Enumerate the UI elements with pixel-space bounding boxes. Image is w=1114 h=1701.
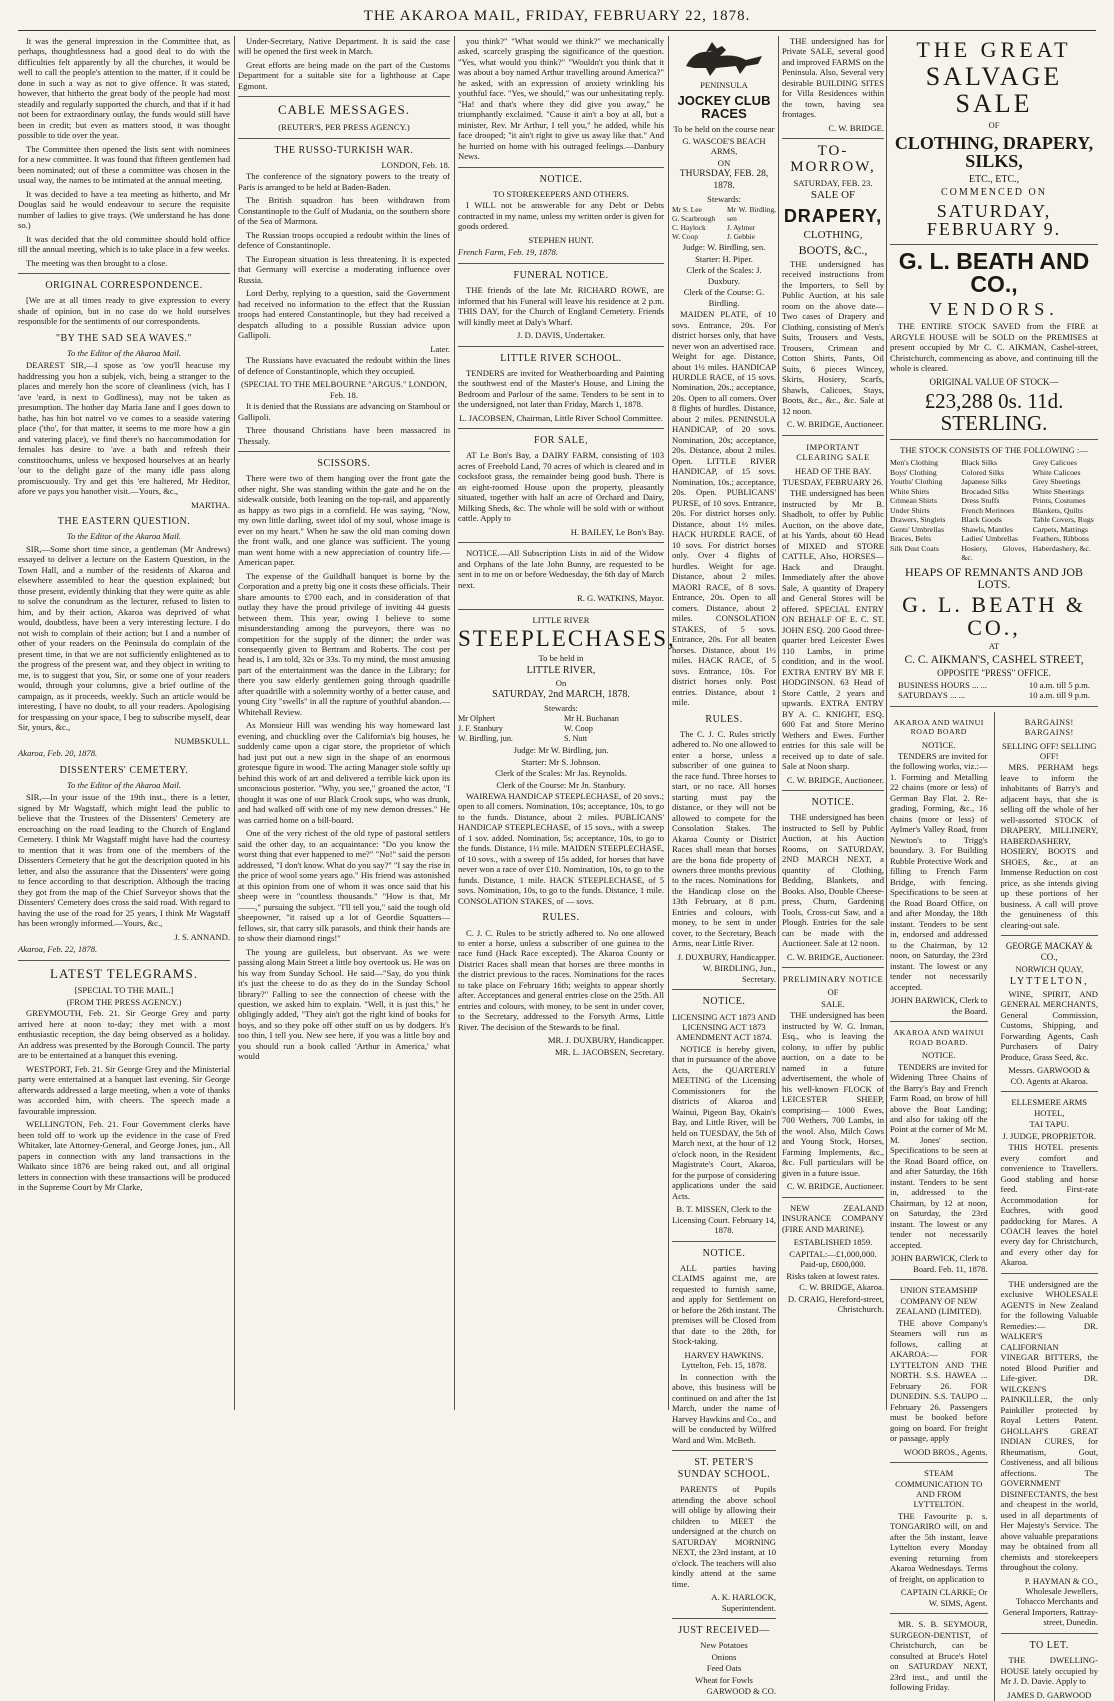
ad-date: SATURDAY, FEB. 23. [782,178,884,188]
list-item: Colored Silks [961,468,1026,478]
telegram: GREYMOUTH, Feb. 21. Sir George Grey and party arrived here at noon to-day; they met with a most enthusiastic reception, the day being observed as a holiday. An address was presented by the Borough Council. The party are to be entertained at a banquet this evening. [18,1008,230,1060]
vendor-name: G. L. BEATH AND CO., [890,250,1098,296]
paragraph: It was decided to have a tea meeting as hitherto, and Mr Douglas said he would endeavour to secure the requisite number of ladies to give trays. (We understand he has done so.) [18,189,230,231]
ad-line: ESTABLISHED 1859. [782,1237,884,1247]
ad-signature: JOHN BARWICK, Clerk to the Board. [890,995,988,1016]
ad-body: PARENTS of Pupils attending the above school will oblige by allowing their children to MEET the undersigned at the church on SATURDAY MORNING NEXT, the 23rd instant, at 10 o'clock. The teachers will also kindly attend at the same time. [672,1484,776,1589]
divider [672,1450,776,1451]
divider [18,960,230,961]
list-item: Table Covers, Rugs [1033,515,1098,525]
divider [458,542,664,543]
divider [890,1021,988,1022]
subheading: HEAD OF THE BAY. [782,466,884,476]
ad-title: STEEPLECHASES, [458,627,664,651]
paragraph: you think?" "What would we think?" we mechanically asked, scarcely grasping the significance of the question. "Yes, what would you think?" "Wouldn't you think that it was about a boy named Arthur travelling around America?" he asked, with an expression of anxiety wrinkling his youthful face. "Yes, we should," was our unhesitating reply. "Ha! and that's where they did give you away," he triumphantly exclaimed. "Cause it ain't a boy at all, but a minister, Rev. Mr Arthur, I tell you," he added, while his face drooped; "it ain't right to give us away like that." And he hurried on home with his outraged feelings.—Danbury News. [458,36,664,162]
ad-line: C. C. AIKMAN'S, CASHEL STREET, [890,653,1098,667]
ad-title: DRAPERY, [782,207,884,225]
ad-signature: MR. J. DUXBURY, Handicapper. [458,1035,664,1045]
ad-signature: R. G. WATKINS, Mayor. [458,593,664,603]
list-item: Onions [672,1652,776,1662]
column-rule [454,36,455,1410]
letter-signature: NUMBSKULL. [18,736,230,746]
ad-title: JOCKEY CLUB RACES [672,94,776,120]
list-item: Haberdashery, &c. [1033,544,1098,554]
stewards-list [458,714,664,744]
paragraph: The conference of the signatory powers to the treaty of Paris is arranged to be held at Baden-Baden. [238,171,450,192]
official: Starter: Mr S. Johnson. [458,757,664,767]
ad-heading: FOR SALE, [458,435,664,447]
paragraph: There were two of them hanging over the front gate the other night. She was standing within the gate and he on the sidewalk outside, both leaning on the top-rail, and apparently as happy as two pigs in a cornfield. He was saying, "Now, my own little darling, sweet idol of my soul, whose image is ever on my heart." When he saw the old man coming down the front walk, and one glance was sufficient. The young man went home with a new appreciation of country life.—American paper. [238,473,450,567]
ad-signature: C. W. BRIDGE, Akaroa. [782,1282,884,1292]
list-item: Brocaded Silks [961,487,1026,497]
ad-signature: WOOD BROS., Agents. [890,1447,988,1457]
stewards-label: Stewards: [458,703,664,713]
divider [782,1197,884,1198]
section-heading: SCISSORS. [238,458,450,470]
paragraph: Three thousand Christians have been massacred in Thessaly. [238,425,450,446]
paragraph: The expense of the Guildhall banquet is borne by the Corporation and a pretty big one it costs these officials. Their share amounts to £700 each, and in consideration of that outlay they have the proud privilege of inviting 44 guests between them. This year, owing I believe to some misunderstanding among the purveyors, there was no competition for the supply of the dinner; the order was consequently given to Bertram and Roberts. The cost per head is, I am told, 32s or 33s. To my mind, the most amusing part of the entertainment was the dance in the Library; for there you saw elderly gentlemen going through quadrille after quadrille with a solemnity worthy of a better cause, and young City "swells" in all the rapture of youthful abandon.—Whitehall Review. [238,571,450,718]
ad-line: COMMENCED ON [890,187,1098,199]
stock-list [890,458,1098,563]
rules-heading: RULES. [458,912,664,924]
letter-body: SIR,—Some short time since, a gentleman (Mr Andrews) essayed to deliver a lecture on the Eastern Question, in the Town Hall, and a number of the residents of Akaroa and elsewhere assembled to hear the question explained; but those present, evidently thinking that they were quite as able to solve the conundrum as the lecturer, refused to listen to him, and by their action, Akaroa was deprived of what would, doubtless, have been a very interesting lecture. I do not wish to complain of their action; but I and a number of other of your readers on the Peninsula do complain of the present time, in that we are not sufficiently enlightened as to the progress of the present war, and they object in writing to me, is to suggest that you, Sir, or some one of your readers would, through your columns, give a brief outline of the campaign, as it proceeds, weekly. Such an article would be interesting, I have no doubt, to all your readers. Apologising for trespassing on your space, I beg to subscribe myself, dear Sir, yours, &c., [18,544,230,733]
ad-body: THE ENTIRE STOCK SAVED from the FIRE at ARGYLE HOUSE will be SOLD on the PREMISES at present occupied by Mr C. C. AIKMAN, Cashel-street, Christchurch, commencing as above, and continuing till the whole is cleared. [890,321,1098,373]
ad-date: SATURDAY, 2nd MARCH, 1878. [458,689,664,701]
rules-heading: RULES. [672,714,776,726]
paragraph: It was decided that the old committee should hold office till the annual meeting, which is to take place in a few weeks. [18,234,230,255]
ad-signature: MR. L. JACOBSEN, Secretary. [458,1047,664,1057]
ad-line: CLOTHING, [782,229,884,242]
ad-body: NOTICE.—All Subscription Lists in aid of the Widow and Orphans of the late John Bunny, are requested to be sent in to me on or before Wednesday, the 6th day of March next. [458,548,664,590]
rules-body: The C. J. C. Rules strictly adhered to. No one allowed to enter a horse, unless a subscriber of one guinea to the race fund. Three horses to start, or no race. All horses starting must pay the distance, or they will not be allowed to compete for the Consolation Stakes. The Akaroa County or District Races shall mean that horses are the bona fide property of owners three months previous to the races. Nominations for the Handicap close on the 13th February, at 8 p.m. Entries and colours, with money, to be sent in under cover, to the Secretary, Beach Arms, near Little River. [672,729,776,949]
hours-label: BUSINESS HOURS ... ... [898,680,987,690]
ad-body: I WILL not be answerable for any Debt or Debts contracted in my name, unless my written order is given for goods ordered. [458,200,664,231]
column-3 [458,36,664,1410]
divider [890,1613,988,1614]
list-item: French Merinoes [961,506,1026,516]
column-rule [668,36,669,1410]
paragraph: The Russians have evacuated the redoubt within the lines of defence of Constantinople, which they occupied. [238,355,450,376]
divider [238,451,450,452]
official: Starter: H. Piper. [672,254,776,264]
divider [458,167,664,168]
subheading: (SPECIAL TO THE MELBOURNE "ARGUS." LONDON, Feb. 18. [238,379,450,400]
masthead: THE AKAROA MAIL, FRIDAY, FEBRUARY 22, 1878. [0,8,1114,25]
ad-line: On [458,678,664,688]
ad-line: SALE OF [782,189,884,202]
masthead-rule [18,30,1096,31]
list-item: Blankets, Quilts [1033,506,1098,516]
divider [458,346,664,347]
list-item: Crimean Shirts [890,496,955,506]
ad-kicker: PENINSULA [672,80,776,90]
ad-line: Risks taken at lowest rates. [782,1271,884,1281]
list-item: Grey Sheetings [1033,477,1098,487]
divider [1001,1091,1099,1092]
list-item: White Calicoes [1033,468,1098,478]
column-1 [18,36,230,1410]
stock-value: £23,288 0s. 11d. STERLING. [890,390,1098,434]
ad-heading: LITTLE RIVER SCHOOL. [458,353,664,365]
ad-title: CLOTHING, DRAPERY, SILKS, [890,134,1098,170]
ad-line: To be held in [458,653,664,663]
vendor-name: G. L. BEATH & CO., [890,593,1098,639]
ad-heading: SELLING OFF! SELLING OFF! [1001,741,1099,762]
paragraph: The young are guileless, but observant. As we were passing along Main Street a little boy overtook us. He was on his way from Sunday School. He said—"Say, do you think it's just the cheese to do as they do in the Sunday School library?" Falling to see the connection of cheese with the question, we asked him to explain. "Well, it is just this," he obligingly added, "They ain't got the right kind of books for boys, and so they poke off other stuff on us by dodgers. It's too thin, I tell you. New see here, if you was a little boy and you should run a book called 'Arthur in America,' what would [238,947,450,1062]
divider [782,435,884,436]
list-item: Japanese Silks [961,477,1026,487]
ad-line: ON [672,158,776,168]
ad-date: TUESDAY, FEBRUARY 26. [782,477,884,487]
list-item: Shawls, Mantles [961,525,1026,535]
divider [890,706,1098,707]
divider [1001,935,1099,936]
divider [672,989,776,990]
section-heading: ORIGINAL CORRESPONDENCE. [18,280,230,292]
ad-body: THE Favourite p. s. TONGARIRO will, on and after the 5th instant, leave Lyttelton every Monday evening returning from Akaroa Wednesdays. Terms of freight, on application to [890,1511,988,1584]
paragraph: The Committee then opened the lists sent with nominees for a new committee. It was found that fifteen gentlemen had been nominated; out of these a committee was chosen in the usual way, the names to be intimated at the annual meeting. [18,144,230,186]
ad-line: NORWICH QUAY, [1001,964,1099,974]
ad-signature: HARVEY HAWKINS. Lyttelton, Feb. 15, 1878. [672,1350,776,1371]
official: Clerk of the Scales: J. Duxbury. [672,265,776,286]
to-editor-line: To the Editor of the Akaroa Mail. [18,348,230,358]
ad-body: THE undersigned has for Private SALE, several good and improved FARMS on the Peninsula. Also, Several very desirable BUILDING SITES for Villa Residences within the town, having sea frontages. [782,36,884,120]
steward: Mr H. Buchanan [564,714,664,724]
ad-heading: ELLESMERE ARMS HOTEL, [1001,1097,1099,1118]
list-item: Gents' Umbrellas [890,525,955,535]
steward: W. Birdling, jun. [458,734,558,744]
list-item: Hosiery, Gloves, &c. [961,544,1026,563]
list-item: White Shirts [890,487,955,497]
subheading: TO STOREKEEPERS AND OTHERS. [458,189,664,199]
paragraph: Great efforts are being made on the part of the Customs Department for a suitable site for a lighthouse at Cape Egmont. [238,60,450,91]
divider [672,1241,776,1242]
list-item: Prints, Costumes [1033,496,1098,506]
column-5a [890,712,988,1701]
paragraph: It was the general impression in the Committee that, as perhaps, thoughtlessness had a good deal to do with the difficulties felt apparently by all the churches, it would be well to call the people's attention to the matter, if it could be done in such a way as not to give offence. It was stated, however, that hitherto the great body of the people had most steadily and regularly supported the church, and that if it had not been for extraordinary outlay, the funds would still have been in credit; but even as matters stood, it was thought possible to tide over the year. [18,36,230,141]
steward: J. Gebbie [727,232,776,241]
subheading: (FROM THE PRESS AGENCY.) [18,997,230,1007]
steward: W. Coop [564,724,664,734]
ad-signature: STEPHEN HUNT. [458,235,664,245]
ad-line: To be held on the course near [672,124,776,134]
list-item: Feathers, Ribbons [1033,534,1098,544]
ad-heading: UNION STEAMSHIP COMPANY OF NEW ZEALAND (LIMITED). [890,1285,988,1316]
ad-body: TENDERS are invited for Widening Three Chains of the Barry's Bay and French Farm Road, on brow of hill above the Boat Landing; and also for taking off the Point at the corner of Mr M. M. Jones' section. Specifications to be seen at the Road Board office, on and after Saturday, the 16th instant. Tenders to be sent in, addressed to the Chairman, by 12 at noon, on Saturday, the 23rd instant. The lowest or any tender not necessarily accepted. [890,1062,988,1251]
rules-body: C. J. C. Rules to be strictly adhered to. No one allowed to enter a horse, unless a subscriber of one guinea to the race fund (Hack Race excepted). The Akaroa County or District Races shall mean that horses are three months in the district previous to the races. Nominations for the races to take place on February 16th; weights to appear shortly after. Acceptances and general entries close on the 25th. All entries and colours, with money, to be sent in under cover, to the Secretary, addressed to the Forsyth Arms, Little River. The decision of the Stewards to be final. [458,928,664,1033]
divider [890,439,1098,440]
ad-heading: NOTICE. [890,740,988,750]
divider [890,1462,988,1463]
paragraph: The Russian troops occupied a redoubt within the lines of defence of Constantinople. [238,230,450,251]
section-heading: CABLE MESSAGES. [238,102,450,118]
column-rule [234,36,235,1410]
dateline: LONDON, Feb. 18. [238,160,450,170]
to-editor-line: To the Editor of the Akaroa Mail. [18,780,230,790]
list-item: Braces, Belts [890,534,955,544]
paragraph: One of the very richest of the old type of pastoral settlers said the other day, to an acquaintance: "Do you know the worst thing that ever happened to me?" "No!" said the person addressed, "I don't know. What do you say?" "I say the rise in the price of wool some years ago." His friend was astonished at this opinion from one of whom it was once said that his sheep were in "countless thousands." "How is that, Mr ——," pursuing the subject. "I'll tell you," said the tough old sheepowner, "it raised up a lot of Geordie Squatters—fellows, sir, that carry silk parasols, and think their hands are to show their diamond rings!" [238,828,450,943]
official: Judge: W. Birdling, sen. [672,242,776,252]
ad-heading: JUST RECEIVED— [672,1625,776,1637]
letter-body: DEAREST SIR,—I spose as 'ow you'll heacuse my haddressing you hon a subjek, vich, being a stranger to the places and merely hon the score of cleanliness (vich, has I 'ave 'eard, is next to Godliness), may not be taken as presumption. The hother day Maria Jane and I goes down to bathe, has hin bot natrel vo ve comes to a seaside vatering place ('tho', for that matter, it seems to me more how a gin and vatering place), ve find there's no haccommodation for females has desire to 'ave a bath and refresh their constitoochums, unless ve hexposed hourselves at an hearly 'our to the delight gaze of the many idle pass along promiscuously. Try and get this 'ere haltered, Mr Heditor, afore ve pays you hanother visit.—Yours, &c., [18,360,230,496]
ad-line: SALE. [782,999,884,1009]
ad-heading: TO LET. [1001,1640,1099,1652]
ad-kicker: LITTLE RIVER [458,615,664,625]
list-item: Black Goods [961,515,1026,525]
ad-heading: NOTICE. [672,996,776,1008]
hours-value: 10 a.m. till 9 p.m. [1029,690,1090,700]
hours-value: 10 a.m. till 5 p.m. [1029,680,1090,690]
steward: C. Haylock [672,223,721,232]
ad-line: ETC., ETC., [890,174,1098,186]
section-heading: THE RUSSO-TURKISH WAR. [238,145,450,157]
column-4b [782,36,884,1410]
ad-body: THE undersigned are the exclusive WHOLESALE AGENTS in New Zealand for the following Valuable Remedies:— DR. WALKER'S CALIFORNIAN VINEGAR BITTERS, the noted Blood Purifier and Life-giver. DR. WILCKEN'S PAINKILLER, the only Painkiller protected by Royal Letters Patent. GHOLLAH'S GREAT INDIAN CURES, for Rheumatism, Gout, Costiveness, and all bilious affections. The GOVERNMENT DISINFECTANTS, the best and cheapest in the world, used in all departments of Her Majesty's Service. The above valuable preparations may be obtained from all chemists and storekeepers throughout the colony. [1001,1279,1099,1573]
steward: J. F. Stanbury [458,724,558,734]
steward: Mr S. Lee [672,205,721,214]
list-item: Black Silks [961,458,1026,468]
ad-line: ORIGINAL VALUE OF STOCK— [890,377,1098,388]
race-list: MAIDEN PLATE, of 10 sovs. Entrance, 20s. For district horses only, that have never won an advertised race. Weight for age. Distance, about 1½ miles. HANDICAP HURDLE RACE, of 15 sovs. Nomination, 20s.; acceptance, 20s. Open to all comers. Over 8 flights of hurdles. Distance, about 2 miles. PENINSULA HANDICAP, of 20 sovs. Nomination, 20s; acceptance, 20s. Distance, about 2 miles. Open. LITTLE RIVER HANDICAP, of 15 sovs. Nomination, 10s.; acceptance, 20s. Open. PUBLICANS' PURSE, of 10 sovs. Entrance, 20s. For district horses only. Distance, about 1½ miles. HACK HURDLE RACE, of 10 sovs. For district horses only. Over 4 flights of hurdles. Weight for age. Distance, about 2 miles. MAORI RACE, of 8 sovs. Entrance, 20s. Open to all comers. Distance, about 2 miles. CONSOLATION STAKES, of 5 sovs. Entrance, 20s. For all beaten horses. Distance, about 1½ miles. HACK RACE, of 5 sovs. Entrance, 10s. For district horses only. Post entries. Distance, about 1 mile. [672,309,776,707]
ad-heading: GEORGE MACKAY & CO., [1001,941,1099,963]
telegram: WESTPORT, Feb. 21. Sir George Grey and the Ministerial party were entertained at a banquet last evening. Sir George afterwards addressed a large meeting, when a vote of thanks was accorded him, with cheers. The speech made a favourable impression. [18,1064,230,1116]
ad-line: BOOTS, &C., [782,243,884,258]
official: Clerk of the Course: Mr Jn. Stanbury. [458,780,664,790]
ad-body: THIS HOTEL presents every comfort and convenience to Travellers. Good stabling and horse feed. First-rate Accommodation for Euchres, with good paddocking for Mares. A COACH leaves the hotel every day for Christchurch, and every other day for Akaroa. [1001,1142,1099,1268]
subheading: [SPECIAL TO THE MAIL.] [18,985,230,995]
ad-kicker: THE GREAT [890,38,1098,61]
editor-note: [We are at all times ready to give expression to every shade of opinion, but in no case do we hold ourselves responsible for the sentiments of our correspondents. [18,295,230,326]
ad-signature: C. W. BRIDGE. [782,123,884,133]
paragraph: Under-Secretary, Native Department. It is said the case will be opened the first week in March. [238,36,450,57]
official: Clerk of the Scales: Mr Jas. Reynolds. [458,768,664,778]
letter-signature: J. S. ANNAND. [18,932,230,942]
ad-body: THE friends of the late Mr. RICHARD ROWE, are informed that his Funeral will leave his residence at 2 p.m. THIS DAY, for the Church of England Cemetery. Friends will kindly meet at Daly's Wharf. [458,285,664,327]
ad-body: MRS. PERHAM begs leave to inform the inhabitants of Barry's and adjacent bays, that she is selling off the whole of her well-assorted STOCK of DRAPERY, MILLINERY, HABERDASHERY, HOSIERY, BOOTS and SHOES, &c., at an Immense Reduction on cost price, as she intends giving up these portions of her business. A call will prove the genuineness of this clearing-out sale. [1001,762,1099,930]
divider [672,1618,776,1619]
dateline: Later. [238,344,450,354]
divider [458,263,664,264]
to-editor-line: To the Editor of the Akaroa Mail. [18,531,230,541]
ad-signature: C. W. BRIDGE, Auctioneer. [782,1181,884,1191]
list-item: Silk Dust Coats [890,544,955,554]
list-item: New Potatoes [672,1640,776,1650]
race-list: WAIREWA HANDICAP STEEPLECHASE, of 20 sovs.; open to all comers. Nomination, 10s; acceptance, 10s, to go to the funds. Distance, about 2 miles. PUBLICANS' HANDICAP STEEPLECHASE, of 15 sovs., with a sweep of 1 sov. added. Nomination, 5s; acceptance, 10s, to go to the funds. Distance, 1½ mile. MAIDEN STEEPLECHASE, of 10 sovs., with a sweep of 15s added, for horses that have never won a race of over £10. Nomination, 10s, to go to the funds. Distance, 1 mile. HACK STEEPLECHASE, of 5 sovs. Nomination, 10s, to go to the funds. Distance, 1 mile. CONSOLATION STAKES, of — sovs. [458,791,664,906]
ad-heading: ST. PETER'S SUNDAY SCHOOL. [672,1457,776,1481]
paragraph: Lord Derby, replying to a question, said the Government had received no information to the effect that the Russian troops had entered Constantinople, but they had received a despatch alluding to a possible Russian advice upon Gallipoli. [238,288,450,340]
divider [238,138,450,139]
ad-signature: B. T. MISSEN, Clerk to the Licensing Court. February 14, 1878. [672,1204,776,1235]
paragraph: As Monsieur Hill was wending his way homeward last evening, and chuckling over the California's big houses, he suddenly came upon a cigar store, the proprietor of which had just put out a new sign in the shape of an enormous grotesque figure in wood. The acting Manager stole softly up behind this work of art and delivered a terrible kick upon its unconscious posterior. "Why, you see," groaned the actor, "I thought it was one of our Black Crook sups, who was drunk, and had walked off with one of my new demon dresses." He was carried home on a bill-board. [238,720,450,825]
ad-body: In connection with the above, this business will be continued on and after the 1st March, under the name of Harvey Hawkins and Co., and will be conducted by Wilfred Ward and Wm. McBeth. [672,1372,776,1445]
ad-signature: GARWOOD & CO. [672,1686,776,1696]
ad-signature: C. W. BRIDGE, Auctioneer. [782,419,884,429]
ad-body: THE undersigned has been instructed by Mr B. Shadbolt, to offer by Public Auction, on the above date, at his Yards, about 60 Head of MIXED and STORE CATTLE, Also, HORSES—Hack and Draught. Immediately after the above Sale, A quantity of Drapery and General Stores will be offered. SPECIAL ENTRY ON BEHALF OF E. C. ST. JOHN ESQ. 200 Good three-quarter bred Leicester Ewes 110 Lambs, in prime condition, and in the wool. EXTRA ENTRY BY MR F. HODGINSON. 63 Head of Store Cattle, 2 years and upwards. EXTRA ENTRY BY A. C. KNIGHT, ESQ. 600 Fat and Store Merino Wethers and Ewes. Further entries for this sale will be received up to date of sale. Sale at Noon sharp. [782,488,884,771]
ad-body: THE undersigned has been instructed by W. G. Inman, Esq., who is leaving the colony, to offer by public auction, on a date to be named in a future advertisement, the whole of his well-known FLOCK of LEICESTER SHEEP, comprising— 1000 Ewes, 700 Wethers, 700 Lambs, in the wool. Also, Milch Cows and Young Stock, Horses, Farming Implements, &c., &c. Full particulars will be given in a future issue. [782,1010,884,1178]
ad-body: THE undersigned has been instructed to Sell by Public Auction, at his Auction Rooms, on SATURDAY, 2ND MARCH NEXT, a quantity of Clothing, Bedding, Blankets, and Books. Also, Double Cheese-press, Churn, Gardening Tools, Cross-cut Saw, and a Plough. Entries for the sale can be made with the Auctioneer. Sale at 12 noon. [782,812,884,948]
ad-signature: J. DUXBURY, Handicapper. [672,952,776,962]
ad-line: OF [890,120,1098,130]
ad-signature: P. HAYMAN & CO., Wholesale Jewellers, Tobacco Merchants and General Importers, Rattray-street, Dunedin. [1001,1576,1099,1628]
official: Clerk of the Course: G. Birdling. [672,287,776,308]
divider [1001,1633,1099,1634]
ad-heading: NOTICE. [782,797,884,809]
ad-signature: A. K. HARLOCK, Superintendent. [672,1592,776,1613]
ad-body: NEW ZEALAND INSURANCE COMPANY (FIRE AND MARINE). [782,1203,884,1234]
divider [1001,1273,1099,1274]
stewards-label: Stewards: [672,194,776,204]
ad-heading: NOTICE. [672,1248,776,1260]
ad-signature: W. BIRDLING, Jun., Secretary. [672,963,776,984]
letter-heading: DISSENTERS' CEMETERY. [18,765,230,777]
steward: S. Nutt [564,734,664,744]
telegram: WELLINGTON, Feb. 21. Four Government clerks have been told off to work up the evidence in the case of Fred Whitaker, late Attorney-General, and George Jones, jun., All papers in connection with any land transactions in the Waikato since 1876 are being raked out, and all original letters in connection with these transactions will be produced in the Supreme Court by Mr Clarke, [18,1119,230,1192]
ad-line: G. WASCOE'S BEACH ARMS, [672,136,776,157]
column-rule [778,36,779,1410]
ad-line: VENDORS. [890,300,1098,319]
ad-line: THE STOCK CONSISTS OF THE FOLLOWING :— [890,445,1098,455]
ad-body: THE undersigned has received instructions from the Importers, to Sell by Public Auction, at his sale room on the above date— Two cases of Drapery and Clothing, consisting of Men's Suits, Trousers and Vests, Trousers, Crimean and Cotton Shirts, Pants, Oil Suits, 6 pieces Wincey, Skirts, Hosiery, Scarfs, Shawls, Calicoes, Stays, Boots, &c., &c., &c. Sale at 12 noon. [782,259,884,416]
ad-body: TENDERS are invited for the following works, viz.:— 1. Forming and Metalling 22 chains (more or less) of German Bay Flat. 2. Re-grading, Forming, &c., 16 chains (more or less) of Aylmer's Valley Road, from Newton's to Trigg's boundary. 3. For Building Rubble Protective Work and filling to French Farm Bridge, with fencing. Specifications to be seen at the Road Board Office, on and after Monday, the 18th instant. Tenders to be sent in, endorsed and addressed to the Chairman, by 12 noon, on Saturday, the 23rd instant. The lowest or any tender not necessarily accepted. [890,751,988,992]
ad-line: OPPOSITE "PRESS" OFFICE. [890,668,1098,679]
list-item: Feed Oats [672,1663,776,1673]
steward: Mr W. Birdling, sen [727,205,776,223]
column-5 [890,36,1098,1410]
ad-heading: PRELIMINARY NOTICE [782,974,884,984]
letter-heading: "BY THE SAD SEA WAVES." [18,333,230,345]
ad-body: ALL parties having CLAIMS against me, are requested to furnish same, and apply for Settlement on or before the 26th instant. The premises will be Closed from that date to the 28th, for Stock-taking. [672,1263,776,1347]
ad-heading: BARGAINS! BARGAINS! [1001,718,1099,738]
column-rule [994,712,995,1701]
list-item: Youths' Clothing [890,477,955,487]
list-item: Carpets, Mattings [1033,525,1098,535]
ad-heading: AKAROA AND WAINUI ROAD BOARD [890,718,988,737]
business-hours [890,690,1098,700]
ad-title: TO-MORROW, [782,144,884,176]
ad-line: LYTTELTON, [1001,976,1099,988]
letter-heading: THE EASTERN QUESTION. [18,516,230,528]
ad-heading: AKAROA AND WAINUI ROAD BOARD. [890,1028,988,1047]
letter-body: SIR,—In your issue of the 19th inst., there is a letter, signed by Mr Wagstaff, which might lead the public to believe that the Trustees of the Dissenters' Cemetery are encroaching on the road leading to the Church of England Cemetery. I think Mr Wagstaff might have had the courtesy to mention that it was from one of the members of the Dissenters Cemetery that he got the description quoted in his letter, and also the assurance that the Dissenters' were going to fence according to that description. Although the tracing they got from the map of the Chief Surveyor shows that the Dissenters' Cemetery does cross the said road. With regard to having the use of the road for 25 years, I think Mr Wagstaff has been wrongly informed.—Yours, &c., [18,792,230,928]
list-item: Dress Stuffs [961,496,1026,506]
paragraph: It is denied that the Russians are advancing on Stamboul or Gallipoli. [238,401,450,422]
divider [782,790,884,791]
business-hours [890,680,1098,690]
divider [18,273,230,274]
racehorse-illustration [676,38,772,78]
divider [238,96,450,97]
steward: J. Aylmer [727,223,776,232]
divider [890,1279,988,1280]
divider [782,967,884,968]
list-item: Wheat for Fowls [672,1675,776,1685]
list-item: Ladies' Umbrellas [961,534,1026,544]
ad-body: NOTICE is hereby given, that in pursuance of the above Acts, the QUARTERLY MEETING of the Licensing Commissioners for the districts of Akaroa and Wainui, Pigeon Bay, Okain's Bay, and Little River, will be held on TUESDAY, the 5th of March next, at the hour of 12 o'clock noon, in the Resident Magistrate's Court, Akaroa, for the purpose of considering applications under the said Acts. [672,1044,776,1201]
ad-line: AT [890,641,1098,651]
letter-date: Akaroa, Feb. 20, 1878. [18,748,230,758]
ad-heading: STEAM COMMUNICATION TO AND FROM LYTTELTON. [890,1468,988,1510]
ad-line: OF [782,987,884,997]
ad-line: HEAPS OF REMNANTS AND JOB LOTS. [890,566,1098,591]
ad-signature: D. CRAIG, Hereford-street, Christchurch. [782,1294,884,1315]
ad-title: SALVAGE SALE [890,63,1098,118]
ad-line: LITTLE RIVER, [458,665,664,677]
column-2 [238,36,450,1410]
ad-signature: L. JACOBSEN, Chairman, Little River School Committee. [458,413,664,423]
ad-body: AT Le Bon's Bay, a DAIRY FARM, consisting of 103 acres of Freehold Land, 70 acres of which is cleared and in cocksfoot grass, the remainder being good bush. There is an eight-roomed House upon the property, pleasantly situated, together with half an acre of Orchard and Dairy, Milking Sheds, &c. The whole will be sold with or without cattle. Apply to [458,450,664,523]
list-item: Under Shirts [890,506,955,516]
lower-split [890,712,1098,1701]
hours-label: SATURDAYS ... ... [898,690,965,700]
ad-signature: Messrs. GARWOOD & CO. Agents at Akaroa. [1001,1065,1099,1086]
ad-date: French Farm, Feb. 19, 1878. [458,247,664,257]
ad-body: THE above Company's Steamers will run as follows, calling at AKAROA:— FOR LYTTELTON AND THE NORTH. S.S. HAWEA ... February 26. FOR DUNEDIN. S.S. TAUPO ... February 26. Passengers must be booked before going on board. For freight or passage, apply [890,1318,988,1444]
divider [782,138,884,139]
ad-date: THURSDAY, FEB. 28, 1878. [672,169,776,192]
ad-heading: NOTICE. [458,174,664,186]
paragraph: The British squadron has been withdrawn from Constantinople to the Gulf of Mudania, on the southern shore of the Sea of Marmora. [238,195,450,226]
list-item: Boys' Clothing [890,468,955,478]
ad-line: J. JUDGE, PROPRIETOR. [1001,1131,1099,1141]
ad-signature: JOHN BARWICK, Clerk to Board. Feb. 11, 1878. [890,1253,988,1274]
ad-signature: C. W. BRIDGE, Auctioneer. [782,775,884,785]
divider [890,244,1098,245]
ad-signature: H. BAILEY, Le Bon's Bay. [458,527,664,537]
letter-date: Akaroa, Feb. 22, 1878. [18,944,230,954]
ad-body: THE DWELLING-HOUSE lately occupied by Mr J. D. Davie. Apply to [1001,1655,1099,1686]
list-item: White Sheetings [1033,487,1098,497]
list-item: Drawers, Singlets [890,515,955,525]
official: Judge: Mr W. Birdling, jun. [458,745,664,755]
ad-signature: C. W. BRIDGE, Auctioneer. [782,952,884,962]
paragraph: The meeting was then brought to a close. [18,258,230,268]
ad-line: CAPITAL:—£1,000,000. Paid-up, £600,000. [782,1249,884,1270]
ad-date: SATURDAY, FEBRUARY 9. [890,202,1098,240]
ad-heading: IMPORTANT CLEARING SALE [782,442,884,463]
subheading: LICENSING ACT 1873 AND LICENSING ACT 1873 AMENDMENT ACT 1874. [672,1012,776,1043]
ad-signature: J. D. DAVIS, Undertaker. [458,330,664,340]
divider [458,428,664,429]
paragraph: The European situation is less threatening. It is expected that Germany will exercise a moderating influence over Russia. [238,254,450,285]
divider [458,609,664,610]
ad-line: TAI TAPU. [1001,1119,1099,1129]
ad-heading: NOTICE. [890,1050,988,1060]
steward: Mr Olphert [458,714,558,724]
ad-body: MR. S. B. SEYMOUR, SURGEON-DENTIST, of Christchurch, can be consulted at Bruce's Hotel on SATURDAY NEXT, 23rd inst., and until the following Friday. [890,1619,988,1692]
steward: G. Scarbrough [672,214,721,223]
ad-signature: CAPTAIN CLARKE; Or W. SIMS, Agent. [890,1587,988,1608]
section-heading: LATEST TELEGRAMS. [18,966,230,982]
letter-signature: MARTHA. [18,500,230,510]
column-rule [886,36,887,1410]
list-item: Men's Clothing [890,458,955,468]
stewards-list [672,205,776,241]
ad-signature: JAMES D. GARWOOD [1001,1690,1099,1700]
list-item: Grey Calicoes [1033,458,1098,468]
ad-heading: FUNERAL NOTICE. [458,270,664,282]
subheading: (REUTER'S, PER PRESS AGENCY.) [238,122,450,132]
ad-body: WINE, SPIRIT, AND GENERAL MERCHANTS, General Commission, Customs, Shipping, and Forwarding Agents, Cash Purchasers of Dairy Produce, Grass Seed, &c. [1001,989,1099,1062]
column-4a [672,36,776,1410]
ad-body: TENDERS are invited for Weatherboarding and Painting the southwest end of the Master's House, and Lining the Bedroom and Parlour of the same. Tenders to be sent in to the undersigned, not later than Friday, March 1, 1878. [458,368,664,410]
steward: W. Coop [672,232,721,241]
column-5b [1001,712,1099,1701]
